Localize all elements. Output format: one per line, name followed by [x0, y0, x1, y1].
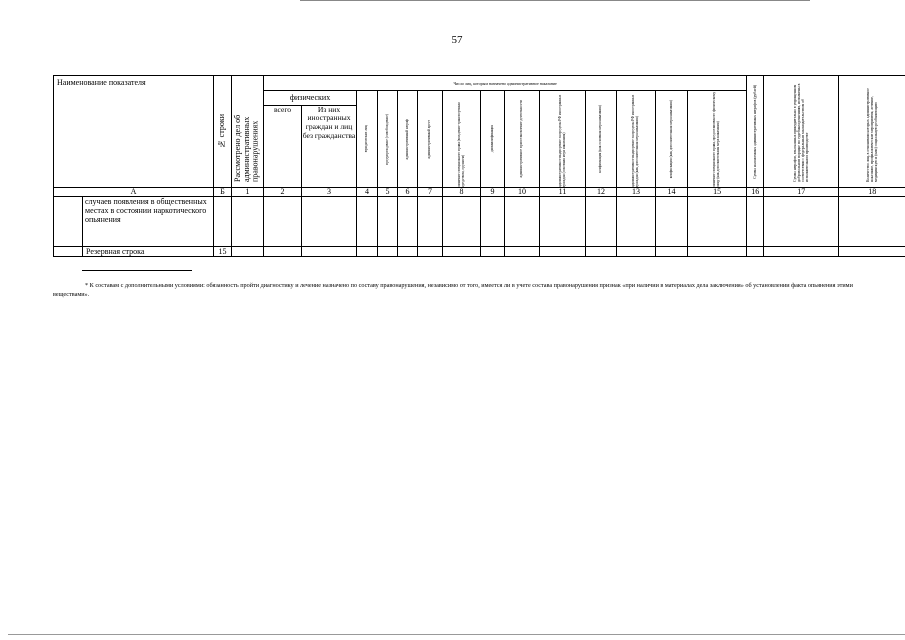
colnum-7: 7 [418, 188, 443, 197]
header-foreigners: Из них иностранных граждан и лиц без гражданства [302, 105, 357, 187]
cell [378, 247, 398, 257]
cell [214, 197, 232, 247]
colnum-1: 1 [232, 188, 264, 197]
header-col-8: лишение специального права (вождение транспортным средством, оружием) [443, 91, 481, 188]
cell [839, 197, 905, 247]
header-col-9: дисквалификация [481, 91, 505, 188]
cell [398, 247, 418, 257]
header-col-12: конфискация (как основная мера наказания) [586, 91, 617, 188]
header-indicator-name: Наименование показателя [54, 76, 214, 188]
colnum-12: 12 [586, 188, 617, 197]
cell [481, 197, 505, 247]
colnum-14: 14 [656, 188, 688, 197]
cell [540, 247, 586, 257]
header-col-15: лишение специального права, предоставленного физическому лицу (как дополнительная мера наказания) [688, 91, 747, 188]
cell [656, 197, 688, 247]
data-row-label: случаев появления в общественных местах в состоянии наркотического опьянения [83, 197, 214, 247]
colnum-16: 16 [747, 188, 764, 197]
header-col-4: юридических лиц [357, 91, 378, 188]
colnum-5: 5 [378, 188, 398, 197]
cell [688, 247, 747, 257]
cell [443, 197, 481, 247]
footnote-text: * К составам с дополнительными условиями: обязанность пройти диагностику и лечение назначено по составу правонарушения, независимо от того, имеется ли в учете состава правонарушения признак «при наличии в материалах дела заключения» об установлении факта опьянения этими веществами». [53, 282, 853, 298]
colnum-11: 11 [540, 188, 586, 197]
data-row [54, 197, 905, 247]
cell [617, 197, 656, 247]
header-col-16: Сумма наложенных административных штрафов (рублей) [747, 76, 764, 188]
colnum-8: 8 [443, 188, 481, 197]
cell [586, 247, 617, 257]
colnum-b: Б [214, 188, 232, 197]
cell [586, 197, 617, 247]
reserve-row-number: 15 [214, 247, 232, 257]
cell [264, 197, 302, 247]
column-number-row [54, 188, 905, 197]
reserve-row-label: Резервная строка [83, 247, 214, 257]
header-col-18: Количество лиц, в отношении которых административное наказание, профилактические мероприятия, лечение, медицинскую и (или) социальную реабилитацию [839, 76, 905, 188]
header-physical-persons: физических [264, 91, 357, 106]
cell [747, 197, 764, 247]
cell [302, 247, 357, 257]
header-row-number: № строки [214, 76, 232, 188]
header-col-13: административное выдворение за пределы РФ иностранных граждан (как дополнительная мера наказания) [617, 91, 656, 188]
page-bottom-edge [8, 634, 905, 635]
cell [481, 247, 505, 257]
cell [378, 197, 398, 247]
data-row-indent [54, 197, 83, 247]
colnum-2: 2 [264, 188, 302, 197]
cell [398, 197, 418, 247]
cell [418, 247, 443, 257]
header-col-14: конфискация (как дополнительная мера наказания) [656, 91, 688, 188]
header-col-17: Сумма штрафов, взысканных принудительно в упрощенном добровольном порядке по судебным решениям, исполнены в соответствии с федеральным законодательством об исполнительном производстве [764, 76, 839, 188]
colnum-6: 6 [398, 188, 418, 197]
cell [232, 197, 264, 247]
colnum-18: 18 [839, 188, 905, 197]
colnum-3: 3 [302, 188, 357, 197]
cell [764, 247, 839, 257]
colnum-a: А [54, 188, 214, 197]
cell [505, 197, 540, 247]
cell [418, 197, 443, 247]
header-col-10: административное приостановление деятельности [505, 91, 540, 188]
header-total: всего [264, 105, 302, 187]
report-table [53, 75, 905, 257]
cell [656, 247, 688, 257]
colnum-15: 15 [688, 188, 747, 197]
colnum-4: 4 [357, 188, 378, 197]
reserve-row [54, 247, 905, 257]
cell [443, 247, 481, 257]
cell [617, 247, 656, 257]
colnum-9: 9 [481, 188, 505, 197]
cell [357, 247, 378, 257]
cell [688, 197, 747, 247]
page-top-edge [300, 0, 810, 1]
colnum-10: 10 [505, 188, 540, 197]
cell [505, 247, 540, 257]
header-col-6: административный штраф [398, 91, 418, 188]
cell [764, 197, 839, 247]
cell [839, 247, 905, 257]
cell [302, 197, 357, 247]
header-cases-considered: Рассмотрено дел об административных правонарушениях [232, 76, 264, 188]
reserve-indent [54, 247, 83, 257]
footnote-separator [82, 270, 192, 271]
colnum-13: 13 [617, 188, 656, 197]
colnum-17: 17 [764, 188, 839, 197]
header-persons-punished: Число лиц, которым назначено административное наказание [264, 76, 747, 91]
cell [747, 247, 764, 257]
cell [540, 197, 586, 247]
page-number: 57 [451, 34, 463, 46]
header-col-7: административный арест [418, 91, 443, 188]
cell [232, 247, 264, 257]
header-col-11: административное выдворение за пределы РФ иностранных граждан (основная мера наказания) [540, 91, 586, 188]
cell [357, 197, 378, 247]
cell [264, 247, 302, 257]
header-col-5: предупреждение (освобождение) [378, 91, 398, 188]
